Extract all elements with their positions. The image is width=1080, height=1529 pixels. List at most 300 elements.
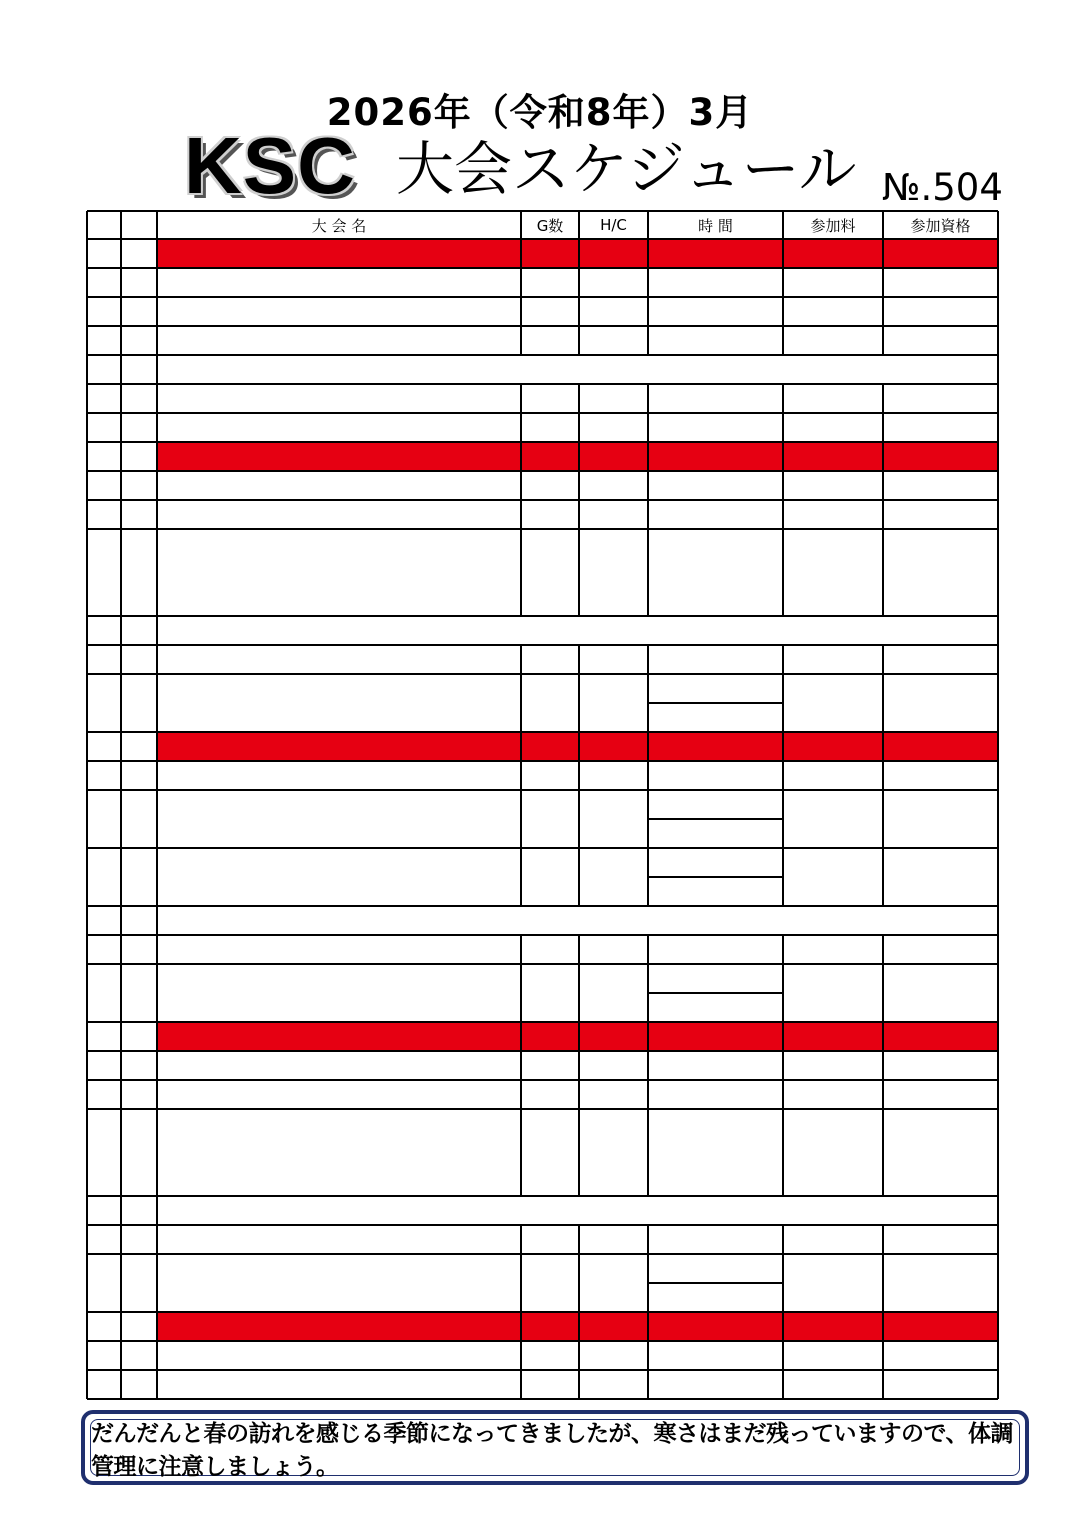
grid-line [882,471,884,500]
grid-line [578,384,580,413]
grid-line [156,616,158,645]
weekday [121,1370,157,1399]
grid-line [86,790,88,848]
game-count [521,848,579,906]
grid-line [156,1109,158,1196]
game-count [521,1080,579,1109]
notice-box [81,1410,1029,1485]
grid-line [520,1225,522,1254]
entry-fee [783,558,883,587]
grid-line [578,500,580,529]
start-time [648,297,783,326]
grid-line [997,1312,999,1341]
game-count [521,384,579,413]
grid-line [997,355,999,384]
grid-line [647,297,649,326]
qualification [883,645,998,674]
grid-line [120,529,122,616]
entry-fee [783,587,883,616]
qualification [883,964,998,1022]
grid-line [997,529,999,616]
event-name [157,1109,521,1138]
grid-line [156,211,158,239]
grid-line [578,413,580,442]
grid-line [120,239,122,268]
grid-line [882,1022,884,1051]
qualification [883,1312,998,1341]
event-name [157,529,521,558]
grid-line [648,702,783,704]
grid-line [86,964,88,1022]
day-number [87,1051,121,1080]
handicap [579,1312,648,1341]
day-number [87,1022,121,1051]
grid-line [120,674,122,732]
grid-line [87,325,998,327]
handicap [579,529,648,558]
day-number [87,732,121,761]
grid-line [120,1370,122,1399]
grid-line [156,1370,158,1399]
qualification [883,674,998,732]
entry-fee [783,239,883,268]
weekday [121,326,157,355]
grid-line [997,211,999,239]
grid-line [520,529,522,616]
grid-line [86,1370,88,1399]
grid-line [782,529,784,616]
grid-line [520,1341,522,1370]
weekday [121,1051,157,1080]
grid-line [86,211,88,239]
grid-line [156,500,158,529]
grid-line [647,1080,649,1109]
grid-line [87,1253,998,1255]
weekday [121,645,157,674]
start-time [648,587,783,616]
grid-line [882,384,884,413]
day-number [87,1370,121,1399]
grid-line [882,500,884,529]
grid-line [156,674,158,732]
grid-line [997,1109,999,1196]
game-count [521,674,579,732]
grid-line [882,1225,884,1254]
weekday [121,1080,157,1109]
grid-line [120,1022,122,1051]
grid-line [882,1370,884,1399]
grid-line [87,528,998,530]
grid-line [647,1225,649,1254]
grid-line [882,211,884,239]
grid-line [120,790,122,848]
grid-line [86,935,88,964]
start-time [648,1138,783,1167]
grid-line [120,471,122,500]
day-number [87,1312,121,1341]
grid-line [648,876,783,878]
event-name [157,239,521,268]
day-number [87,645,121,674]
grid-line [882,1051,884,1080]
grid-line [520,442,522,471]
entry-fee [783,1167,883,1196]
grid-line [156,1051,158,1080]
event-name [157,645,521,674]
issue-number: №.504 [882,166,1003,209]
qualification [883,848,998,906]
start-time [648,645,783,674]
grid-line [120,964,122,1022]
grid-line [156,761,158,790]
event-name [157,790,521,848]
grid-line [86,529,88,616]
grid-line [882,1312,884,1341]
grid-line [997,964,999,1022]
handicap [579,848,648,906]
day-number [87,1225,121,1254]
grid-line [156,268,158,297]
table-header-cell: 時 間 [698,216,733,235]
weekday [121,761,157,790]
grid-line [997,1254,999,1312]
entry-fee [783,848,883,906]
grid-line [87,963,998,965]
grid-line [120,848,122,906]
entry-fee [783,529,883,558]
grid-line [578,1109,580,1196]
game-count [521,1254,579,1312]
grid-line [87,1224,998,1226]
grid-line [520,1051,522,1080]
grid-line [782,1080,784,1109]
weekday [121,1312,157,1341]
event-name [157,1254,521,1312]
grid-line [782,1225,784,1254]
handicap [579,297,648,326]
game-count [521,239,579,268]
start-time [648,964,783,993]
grid-line [578,1080,580,1109]
event-name [157,1167,521,1196]
day-number [87,529,121,616]
grid-line [86,1341,88,1370]
grid-line [120,645,122,674]
grid-line [520,645,522,674]
grid-line [882,761,884,790]
event-name [157,1138,521,1167]
day-number [87,1254,121,1312]
grid-line [578,1022,580,1051]
qualification [883,1167,998,1196]
event-name [157,558,521,587]
grid-line [86,413,88,442]
grid-line [520,211,522,239]
start-time [648,239,783,268]
grid-line [997,674,999,732]
grid-line [578,1225,580,1254]
grid-line [87,441,998,443]
qualification [883,384,998,413]
grid-line [87,383,998,385]
table-header-cell: 参加料 [810,216,856,235]
grid-line [86,384,88,413]
start-time [648,558,783,587]
grid-line [156,1312,158,1341]
weekday [121,1254,157,1312]
handicap [579,790,648,848]
grid-line [156,1341,158,1370]
grid-line [578,935,580,964]
qualification [883,732,998,761]
day-number [87,964,121,1022]
grid-line [997,732,999,761]
grid-line [782,471,784,500]
grid-line [520,1370,522,1399]
entry-fee [783,297,883,326]
day-number [87,268,121,297]
grid-line [120,761,122,790]
grid-line [86,326,88,355]
page-title: 大会スケジュール [396,135,857,203]
grid-line [782,442,784,471]
grid-line [120,1254,122,1312]
weekday [121,500,157,529]
grid-line [87,1369,998,1371]
game-count [521,558,579,587]
event-name [157,732,521,761]
entry-fee [783,1254,883,1312]
grid-line [520,761,522,790]
grid-line [156,790,158,848]
grid-line [156,529,158,616]
grid-line [882,964,884,1022]
grid-line [520,297,522,326]
grid-line [578,1341,580,1370]
grid-line [520,674,522,732]
weekday [121,442,157,471]
grid-line [578,326,580,355]
grid-line [86,1051,88,1080]
grid-line [578,790,580,848]
grid-line [882,1254,884,1312]
grid-line [86,442,88,471]
handicap [579,442,648,471]
weekday [121,384,157,413]
day-number [87,500,121,529]
grid-line [120,326,122,355]
event-name [157,384,521,413]
grid-line [120,935,122,964]
day-number [87,1196,121,1225]
grid-line [578,211,580,239]
grid-line [156,935,158,964]
grid-line [882,1341,884,1370]
handicap [579,645,648,674]
grid-line [87,238,998,240]
grid-line [578,442,580,471]
grid-line [997,413,999,442]
handicap [579,732,648,761]
entry-fee [783,964,883,1022]
grid-line [997,1196,999,1225]
grid-line [782,1109,784,1196]
grid-line [87,354,998,356]
game-count [521,790,579,848]
day-number [87,471,121,500]
grid-line [782,500,784,529]
grid-line [120,355,122,384]
qualification [883,442,998,471]
entry-fee [783,384,883,413]
start-time [648,1254,783,1283]
grid-line [648,992,783,994]
grid-line [882,645,884,674]
grid-line [647,761,649,790]
grid-line [86,1109,88,1196]
grid-line [156,413,158,442]
grid-line [87,1195,998,1197]
weekday [121,471,157,500]
grid-line [578,761,580,790]
grid-line [578,239,580,268]
grid-line [997,1225,999,1254]
grid-line [578,268,580,297]
day-number [87,761,121,790]
game-count [521,1312,579,1341]
game-count [521,964,579,1022]
grid-line [578,732,580,761]
grid-line [86,645,88,674]
grid-line [156,1225,158,1254]
day-number [87,355,121,384]
grid-line [647,935,649,964]
grid-line [647,732,649,761]
grid-line [156,471,158,500]
grid-line [647,239,649,268]
event-name [157,442,521,471]
weekday [121,1225,157,1254]
grid-line [120,384,122,413]
grid-line [997,1051,999,1080]
event-name [157,674,521,732]
grid-line [86,848,88,906]
entry-fee [783,1109,883,1138]
grid-line [520,268,522,297]
grid-line [86,674,88,732]
game-count [521,1138,579,1167]
grid-line [997,935,999,964]
game-count [521,529,579,558]
entry-fee [783,1138,883,1167]
grid-line [520,384,522,413]
weekday [121,732,157,761]
grid-line [997,268,999,297]
grid-line [87,1340,998,1342]
start-time [648,384,783,413]
game-count [521,1022,579,1051]
grid-line [997,471,999,500]
grid-line [647,1341,649,1370]
weekday [121,1109,157,1196]
grid-line [647,500,649,529]
weekday [121,674,157,732]
grid-line [782,413,784,442]
handicap [579,384,648,413]
grid-line [882,790,884,848]
handicap [579,674,648,732]
game-count [521,297,579,326]
grid-line [520,1022,522,1051]
day-number [87,239,121,268]
grid-line [997,297,999,326]
grid-line [87,673,998,675]
entry-fee [783,1022,883,1051]
table-header-cell: 大 会 名 [311,216,367,235]
grid-line [997,761,999,790]
grid-line [647,645,649,674]
start-time [648,674,783,703]
grid-line [120,1196,122,1225]
qualification [883,558,998,587]
qualification [883,239,998,268]
grid-line [156,1196,158,1225]
game-count [521,587,579,616]
grid-line [87,296,998,298]
entry-fee [783,790,883,848]
grid-line [997,1370,999,1399]
entry-fee [783,1080,883,1109]
qualification [883,1022,998,1051]
event-name [157,964,521,1022]
grid-line [86,1312,88,1341]
entry-fee [783,645,883,674]
handicap [579,1109,648,1138]
grid-line [647,1051,649,1080]
grid-line [156,645,158,674]
grid-line [997,1022,999,1051]
grid-line [120,1225,122,1254]
grid-line [156,1254,158,1312]
grid-line [647,1312,649,1341]
table-header-cell: G数 [536,216,564,235]
grid-line [87,1311,998,1313]
grid-line [647,413,649,442]
start-time [648,1312,783,1341]
day-number [87,1080,121,1109]
grid-line [87,934,998,936]
weekday [121,239,157,268]
grid-line [782,935,784,964]
grid-line [520,326,522,355]
qualification [883,790,998,848]
grid-line [997,906,999,935]
day-number [87,326,121,355]
grid-line [578,1312,580,1341]
start-time [648,848,783,877]
event-name [157,1312,521,1341]
grid-line [156,384,158,413]
grid-line [520,500,522,529]
grid-line [882,442,884,471]
grid-line [782,326,784,355]
weekday [121,413,157,442]
grid-line [647,211,649,239]
grid-line [997,500,999,529]
grid-line [86,500,88,529]
grid-line [882,732,884,761]
grid-line [882,326,884,355]
